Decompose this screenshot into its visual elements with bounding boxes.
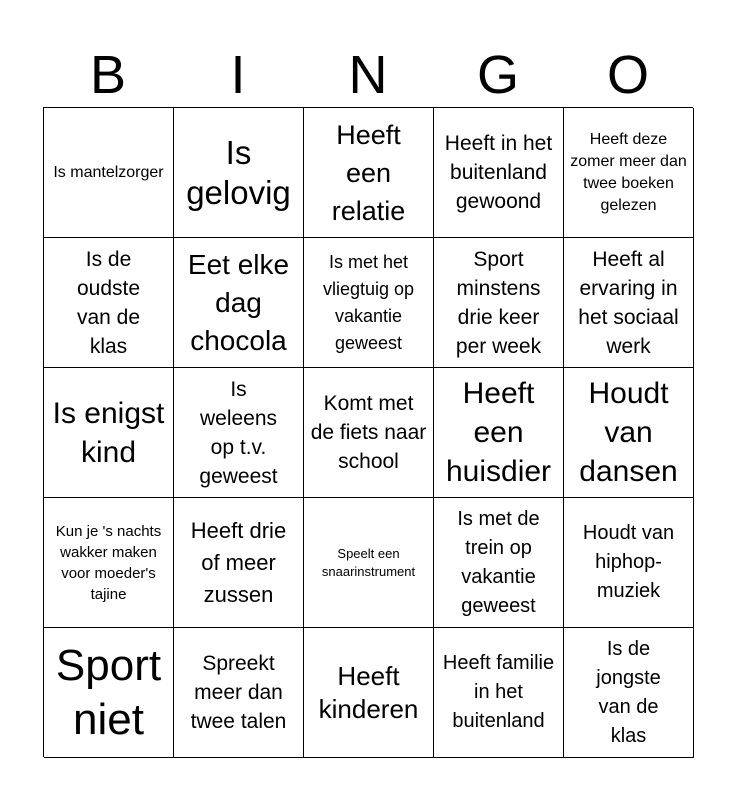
cell-text: Sport minstens drie keer per week xyxy=(455,247,542,358)
bingo-cell[interactable] xyxy=(174,628,304,758)
cell-text: Heeft in het buitenland gewoond xyxy=(444,132,553,213)
header-letter-g: G xyxy=(476,45,519,105)
bingo-cell[interactable] xyxy=(44,628,174,758)
cell-text: Sport niet xyxy=(55,640,162,744)
cell-text: Is de jongste van de klas xyxy=(596,637,661,747)
cell-text: Kun je 's nachts wakker maken voor moeder's tajine xyxy=(55,522,162,603)
bingo-cell[interactable] xyxy=(434,238,564,368)
bingo-cell[interactable] xyxy=(174,368,304,498)
cell-text: Heeft kinderen xyxy=(318,660,419,724)
cell-text: Speelt een snaarinstrument xyxy=(321,545,416,579)
bingo-cell[interactable] xyxy=(304,498,434,628)
cell-text: Houdt van hiphop-muziek xyxy=(582,522,675,602)
bingo-cell[interactable] xyxy=(564,108,694,238)
bingo-cell[interactable] xyxy=(44,498,174,628)
cell-text: Heeft familie in het buitenland xyxy=(442,652,555,732)
bingo-header xyxy=(43,44,693,106)
bingo-cell[interactable] xyxy=(564,628,694,758)
cell-text: Is met het vliegtuig op vakantie geweest xyxy=(322,251,415,353)
bingo-cell[interactable] xyxy=(44,238,174,368)
bingo-cell[interactable] xyxy=(174,498,304,628)
bingo-cell[interactable] xyxy=(564,238,694,368)
bingo-cell[interactable] xyxy=(44,108,174,238)
cell-text: Komt met de fiets naar school xyxy=(310,392,427,473)
cell-text: Is de oudste van de klas xyxy=(76,247,141,358)
bingo-cell[interactable] xyxy=(564,498,694,628)
cell-text: Is weleens op t.v. geweest xyxy=(199,377,278,488)
bingo-cell[interactable] xyxy=(304,238,434,368)
cell-text: Is mantelzorger xyxy=(53,163,164,181)
cell-text: Eet elke dag chocola xyxy=(187,248,290,356)
header-letter-i: I xyxy=(230,45,246,105)
bingo-cell[interactable] xyxy=(44,368,174,498)
cell-text: Is gelovig xyxy=(186,133,291,211)
cell-text: Heeft al ervaring in het sociaal werk xyxy=(578,247,679,358)
cell-text: Is enigst kind xyxy=(52,396,165,469)
cell-text: Is met de trein op vakantie geweest xyxy=(457,507,540,617)
bingo-cell[interactable] xyxy=(434,108,564,238)
cell-text: Heeft een relatie xyxy=(331,119,406,226)
cell-text: Heeft een huisdier xyxy=(445,377,552,488)
header-letter-b: B xyxy=(89,45,127,105)
bingo-cell[interactable] xyxy=(304,108,434,238)
bingo-cell[interactable] xyxy=(434,368,564,498)
bingo-cell[interactable] xyxy=(174,238,304,368)
cell-text: Houdt van dansen xyxy=(579,377,678,488)
bingo-cell[interactable] xyxy=(304,368,434,498)
bingo-cell[interactable] xyxy=(564,368,694,498)
bingo-cell[interactable] xyxy=(174,108,304,238)
cell-text: Spreekt meer dan twee talen xyxy=(190,652,287,733)
header-letter-o: O xyxy=(606,45,649,105)
bingo-cell[interactable] xyxy=(434,498,564,628)
header-letter-n: N xyxy=(348,45,388,105)
cell-text: Heeft deze zomer meer dan twee boeken gelezen xyxy=(570,130,687,214)
bingo-cell[interactable] xyxy=(434,628,564,758)
cell-text: Heeft drie of meer zussen xyxy=(190,517,287,607)
bingo-grid xyxy=(43,107,693,757)
bingo-cell[interactable] xyxy=(304,628,434,758)
